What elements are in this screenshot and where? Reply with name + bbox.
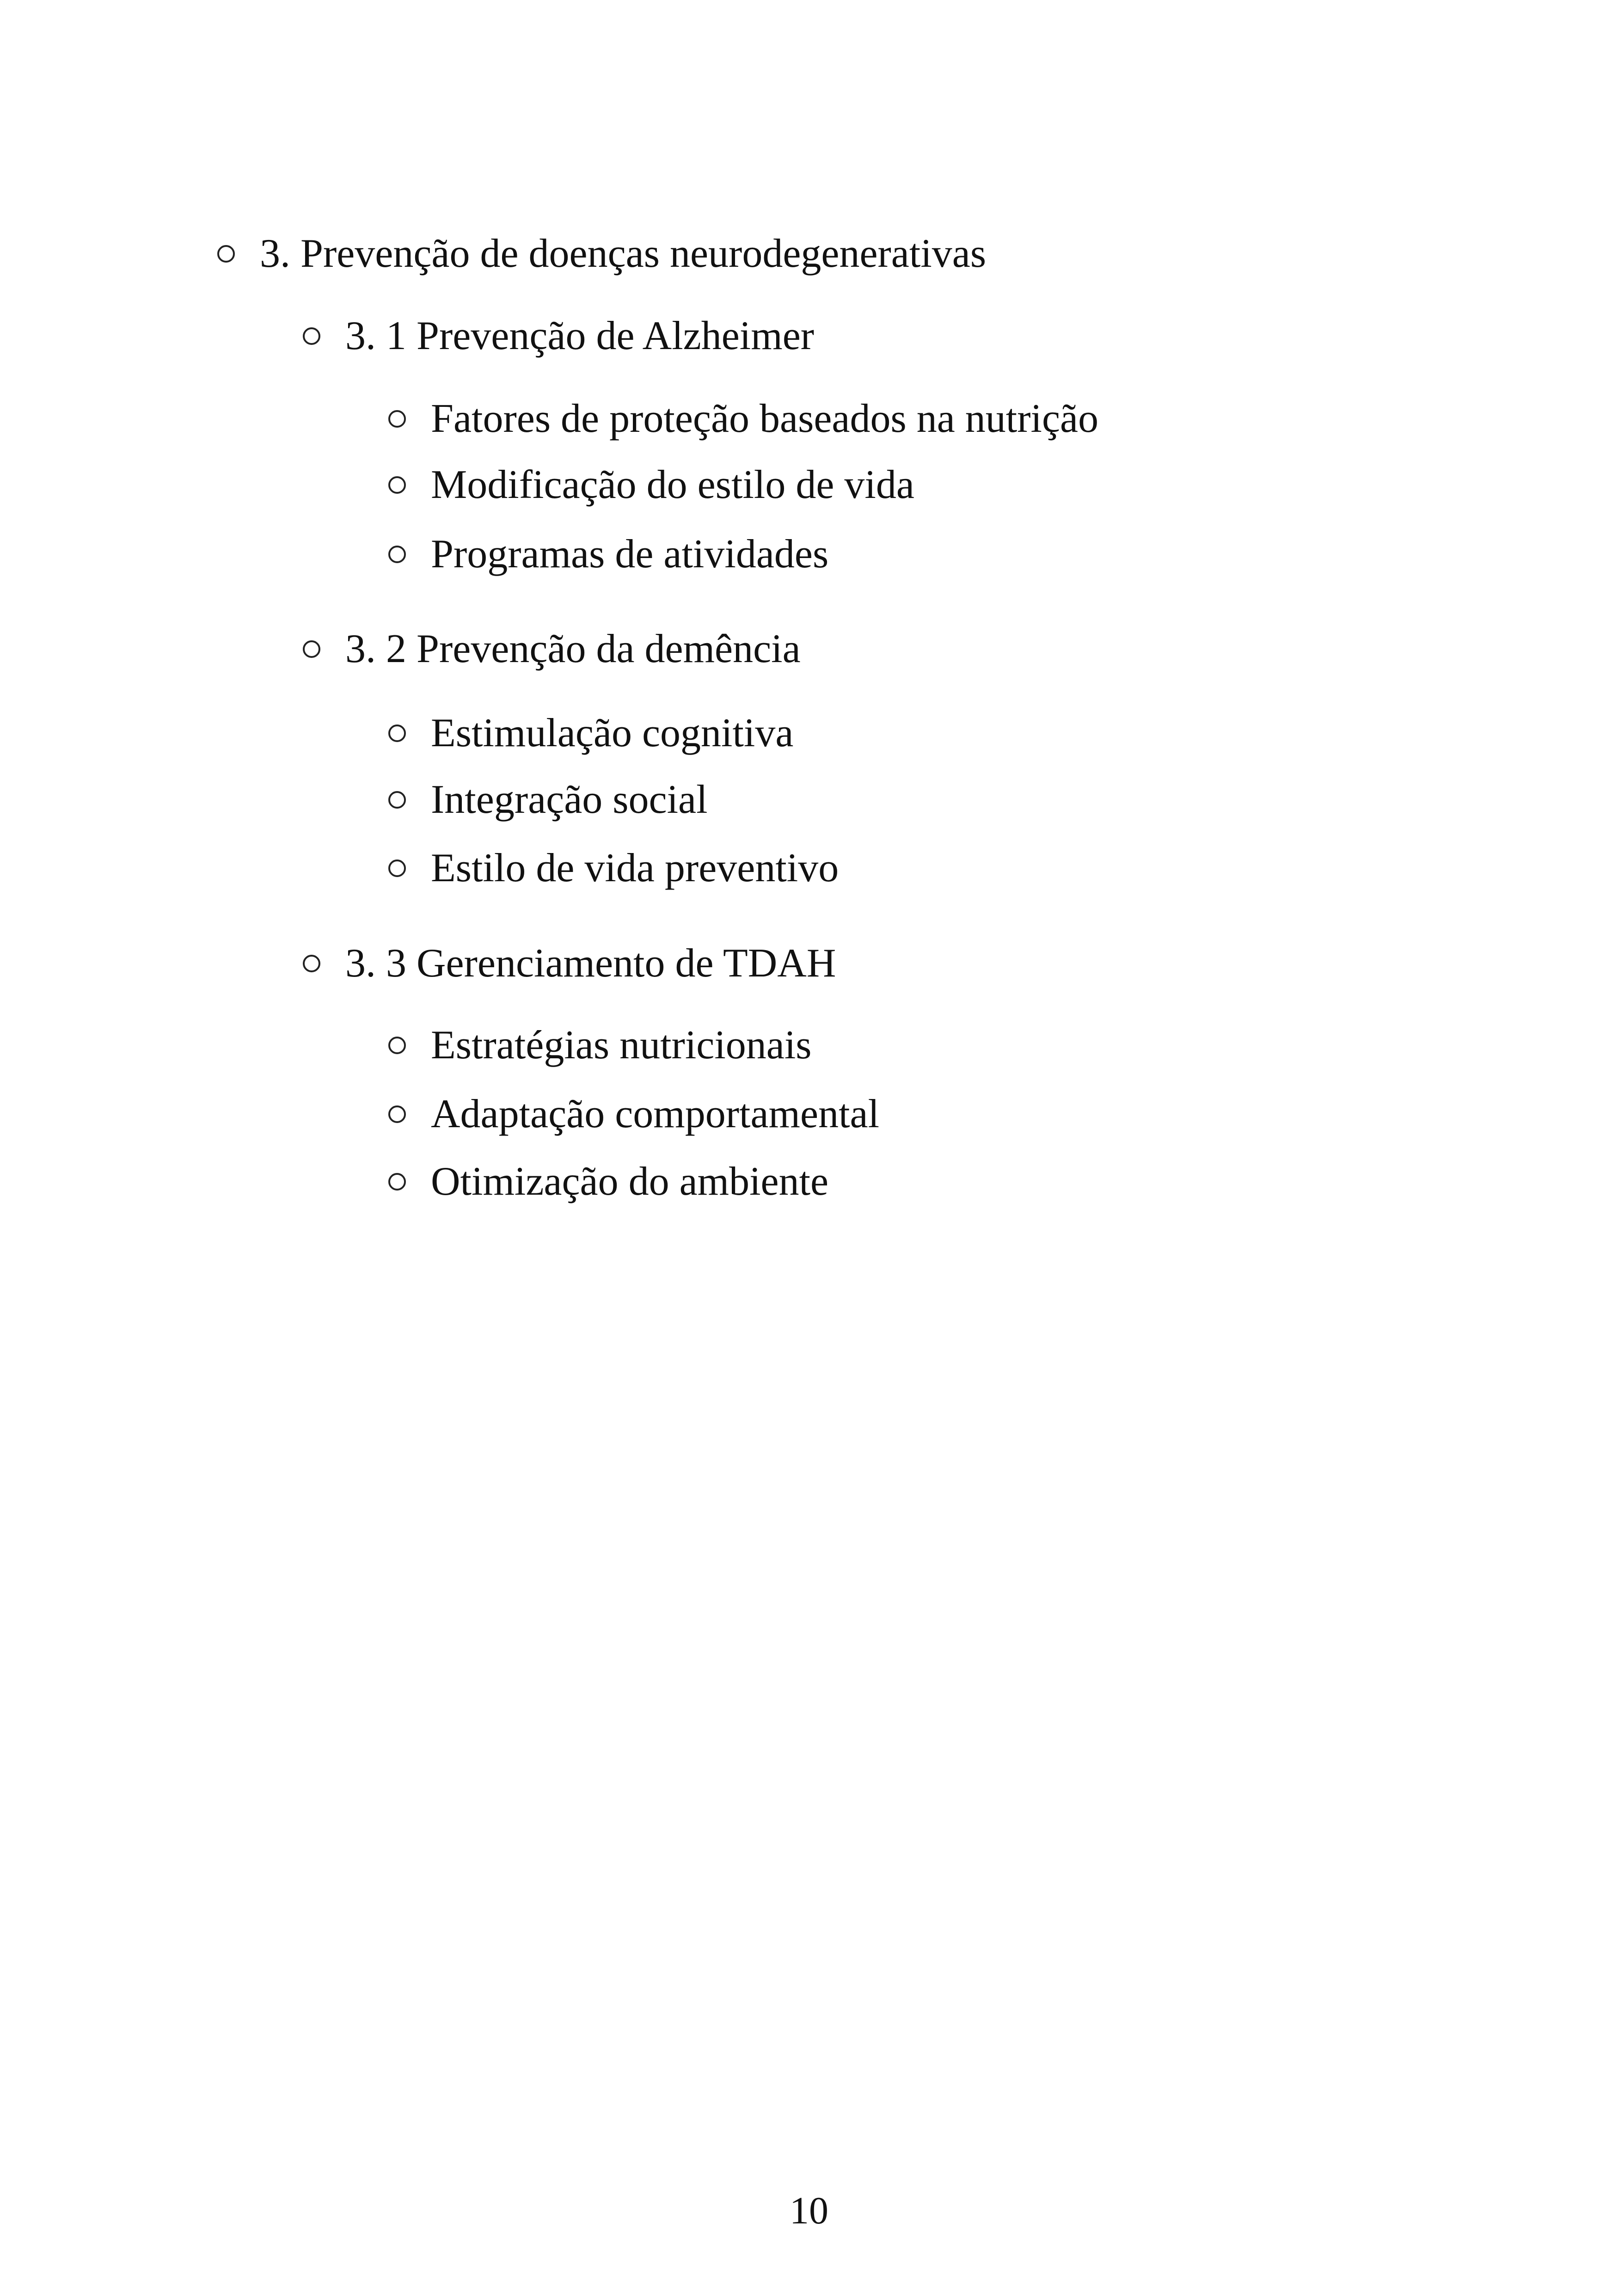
outline-item-label: Fatores de proteção baseados na nutrição [431, 396, 1099, 441]
circle-bullet-icon [388, 1105, 406, 1123]
outline-subsection-3-2 [303, 626, 801, 671]
circle-bullet-icon [388, 546, 406, 563]
outline-item-label: Adaptação comportamental [431, 1092, 880, 1136]
outline-section-label: 3. Prevenção de doenças neurodegenerativas [260, 231, 987, 276]
outline-item [388, 462, 914, 507]
outline-item-label: Estimulação cognitiva [431, 711, 794, 755]
outline-item-label: Estilo de vida preventivo [431, 846, 839, 890]
outline-item [388, 777, 708, 822]
outline-subsection-label: 3. 2 Prevenção da demência [345, 626, 801, 671]
outline-item [388, 848, 839, 889]
circle-bullet-icon [388, 724, 406, 742]
outline-subsection-label: 3. 1 Prevenção de Alzheimer [345, 313, 815, 358]
outline-item [388, 713, 793, 754]
circle-bullet-icon [388, 476, 406, 494]
outline-item-label: Integração social [431, 777, 708, 822]
circle-bullet-icon [388, 859, 406, 877]
outline-item [388, 396, 1099, 441]
page-number: 10 [790, 2189, 828, 2232]
outline-item [388, 1025, 812, 1066]
circle-bullet-icon [217, 245, 235, 263]
circle-bullet-icon [388, 1037, 406, 1054]
outline-subsection-3-3 [303, 943, 836, 984]
outline-item [388, 1161, 828, 1202]
outline-section-3 [217, 233, 986, 274]
circle-bullet-icon [303, 640, 320, 658]
outline-item-label: Programas de atividades [431, 532, 829, 577]
outline-item-label: Otimização do ambiente [431, 1159, 829, 1204]
outline-item-label: Estratégias nutricionais [431, 1023, 812, 1068]
circle-bullet-icon [388, 410, 406, 428]
outline-subsection-label: 3. 3 Gerenciamento de TDAH [345, 941, 836, 986]
outline-item-label: Modificação do estilo de vida [431, 462, 914, 507]
outline-item [388, 534, 828, 575]
outline-subsection-3-1 [303, 313, 815, 358]
outline-item [388, 1094, 879, 1135]
circle-bullet-icon [303, 955, 320, 972]
circle-bullet-icon [388, 1173, 406, 1191]
circle-bullet-icon [388, 791, 406, 809]
circle-bullet-icon [303, 327, 320, 345]
